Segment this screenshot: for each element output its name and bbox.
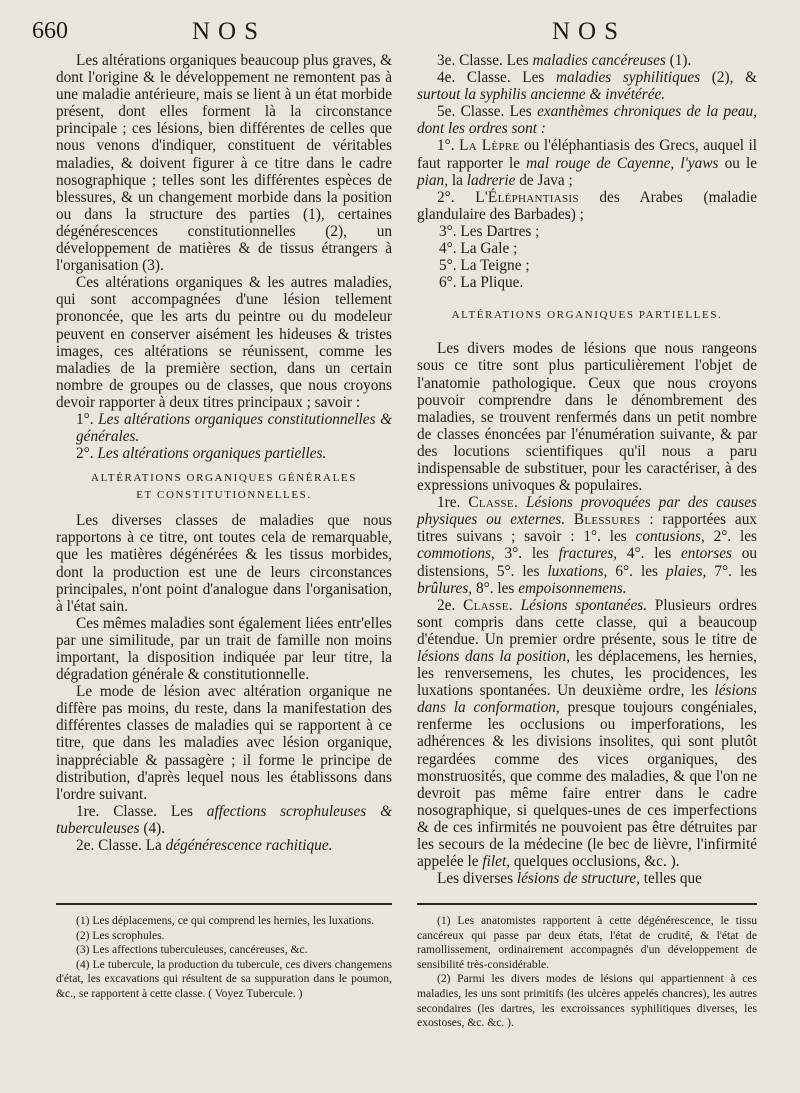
paragraph: Ces altérations organiques & les autres maladies, qui sont accompagnées d'une lésion tellement prononcée, que les arts du peintre ou du modeleur peuvent en conserver aisément les hideuses & tristes images, ces altérations se réunissent, comme les maladies de la première section, dans un certain nombre de groupes ou de classes, que nous croyons devoir rapporter à deux titres principaux ; savoir :: [56, 274, 392, 411]
footnote: (4) Le tubercule, la production du tubercule, ces divers changemens d'état, les excavations qui résultent de sa suppuration dans le poumon, &c., se rapportent à cette classe. ( Voyez Tubercule. ): [56, 957, 392, 1000]
left-column: [56, 52, 392, 854]
footnote: (2) Parmi les divers modes de lésions qui appartiennent à ces maladies, les uns sont primitifs (les ulcères appelés chancres), les autres secondaires (les dartres, les excroissances syphilitiques diverses, les exostoses, &c. &c. ).: [417, 972, 757, 1030]
section-heading: ALTÉRATIONS ORGANIQUES GÉNÉRALES ET CONSTITUTIONNELLES.: [91, 472, 357, 502]
page-number: 660: [32, 18, 68, 44]
paragraph: Les divers modes de lésions que nous rangeons sous ce titre sont plus particulièrement l'objet de l'anatomie pathologique. Ceux que nous croyons pouvoir comprendre dans le dénombrement des maladies, se trouvent renfermés dans un petit nombre de classes énoncées par l'énumération suivante, & par des locutions scientifiques qu'il nous a paru indispensable de substituer, pour les caractériser, à des expressions univoques & populaires.: [417, 340, 757, 495]
footnote: (1) Les déplacemens, ce qui comprend les hernies, les luxations.: [76, 914, 375, 927]
order-item: 4°. La Gale ;: [439, 240, 518, 258]
class-item: 4e. Classe. Les maladies syphilitiques (2), & surtout la syphilis ancienne & invétérée.: [417, 69, 757, 104]
footnote: (1) Les anatomistes rapportent à cette dégénérescence, le tissu cancéreux qui passe par deux états, l'état de crudité, & l'état de ramollissement, ordinairement accompagnés d'un développement de sensibilité très-considérable.: [417, 914, 757, 971]
paragraph: Les altérations organiques beaucoup plus graves, & dont l'origine & le développement ne remontent pas à une maladie antérieure, mais se lient à un état morbide présent, dont elles forment là la circonstance principale ; ces lésions, bien différentes de celles que nous venons d'indiquer, constituent de véritables maladies, & doivent figurer à ce titre dans le cadre nosographique ; telles sont les différentes espèces de blessures, & un changement morbide dans la position ou dans la structure des parties (1), certaines dégénérescences constitutionnelles (2), un développement de matières & de tissus étrangers à l'organisation (3).: [56, 52, 392, 275]
order-item: 3°. Les Dartres ;: [439, 222, 540, 240]
order-item: 1°. La Lèpre ou l'éléphantiasis des Grecs, auquel il faut rapporter le mal rouge de Cayenne, l'yaws ou le pian, la ladrerie de Java ;: [417, 137, 758, 189]
right-column: [417, 52, 757, 887]
footnote: (3) Les affections tuberculeuses, cancéreuses, &c.: [76, 943, 308, 957]
paragraph: Le mode de lésion avec altération organique ne diffère pas moins, du reste, dans la manifestation des différentes classes de maladies qui se rapportent à ce titre, que dans les maladies avec lésion organique, inappréciable & passagère ; il forme le principe de distribution, d'après lequel nous les établissons dans l'ordre suivant.: [56, 683, 392, 803]
footnote-rule: [417, 903, 757, 905]
order-item: 6°. La Plique.: [439, 274, 524, 292]
footnote: (2) Les scrophules.: [76, 928, 165, 942]
title-item: 1°. Les altérations organiques constitutionnelles & générales.: [76, 410, 392, 446]
order-item: 2°. L'Éléphantiasis des Arabes (maladie glandulaire des Barbades) ;: [417, 188, 758, 223]
footnote-rule: [56, 903, 392, 905]
paragraph: Ces mêmes maladies sont également liées entr'elles par une similitude, par un trait de famille non moins important, la disposition indiquée par leur titre, la dégradation générale & constitutionnelle.: [56, 614, 392, 684]
running-head-left: NOS: [192, 18, 267, 45]
order-item: 5°. La Teigne ;: [439, 257, 530, 275]
footnotes-left: [56, 914, 392, 1002]
running-head-right: NOS: [552, 18, 627, 45]
page-header: [0, 18, 800, 48]
class-item: 1re. Classe. Lésions provoquées par des causes physiques ou externes. Blessures : rapportées aux titres suivans ; savoir : 1°. les contusions, 2°. les commotions, 3°. les fractures, 4°. les entorses ou distensions, 5°. les luxations, 6°. les plaies, 7°. les brûlures, 8°. les empoisonnemens.: [417, 494, 758, 597]
footnotes-right: [417, 914, 757, 1031]
class-item: 2e. Classe. La dégénérescence rachitique.: [76, 837, 333, 855]
class-item: 2e. Classe. Lésions spontanées. Plusieurs ordres sont compris dans cette classe, qui a beaucoup d'étendue. Un premier ordre présente, sous le titre de lésions dans la position, les déplacemens, les hernies, les renversemens, les chutes, les procidences, les luxations spontanées. Un deuxième ordre, les lésions dans la conformation, presque toujours congéniales, renferme les occlusions ou imperforations, les adhérences & les divisions insolites, qui sont plutôt regardées comme des vices organiques, des monstruosités, que comme des maladies, & que l'on ne devroit pas même faire entrer dans le cadre nosographique, si quelques-unes de ces imperfections & de ces infirmités ne pouvoient pas être détruites par les secours de la médecine (le bec de lièvre, l'infirmité appelée le filet, quelques occlusions, &c. ).: [417, 596, 758, 871]
class-item: 1re. Classe. Les affections scrophuleuses & tuberculeuses (4).: [56, 802, 392, 837]
paragraph: Les diverses classes de maladies que nous rapportons à ce titre, ont toutes cela de remarquable, que les matières dégénérées & les tissus morbides, dont la production est une de leurs circonstances principales, n'ont point d'analogue dans l'organisation, à l'état sain.: [56, 512, 392, 615]
class-item: 5e. Classe. Les exanthèmes chroniques de la peau, dont les ordres sont :: [417, 103, 757, 138]
paragraph: Les diverses lésions de structure, telles que: [437, 870, 702, 888]
title-item: 2°. Les altérations organiques partielles.: [76, 445, 327, 463]
class-item: 3e. Classe. Les maladies cancéreuses (1).: [437, 52, 692, 69]
section-heading: ALTÉRATIONS ORGANIQUES PARTIELLES.: [451, 309, 723, 322]
